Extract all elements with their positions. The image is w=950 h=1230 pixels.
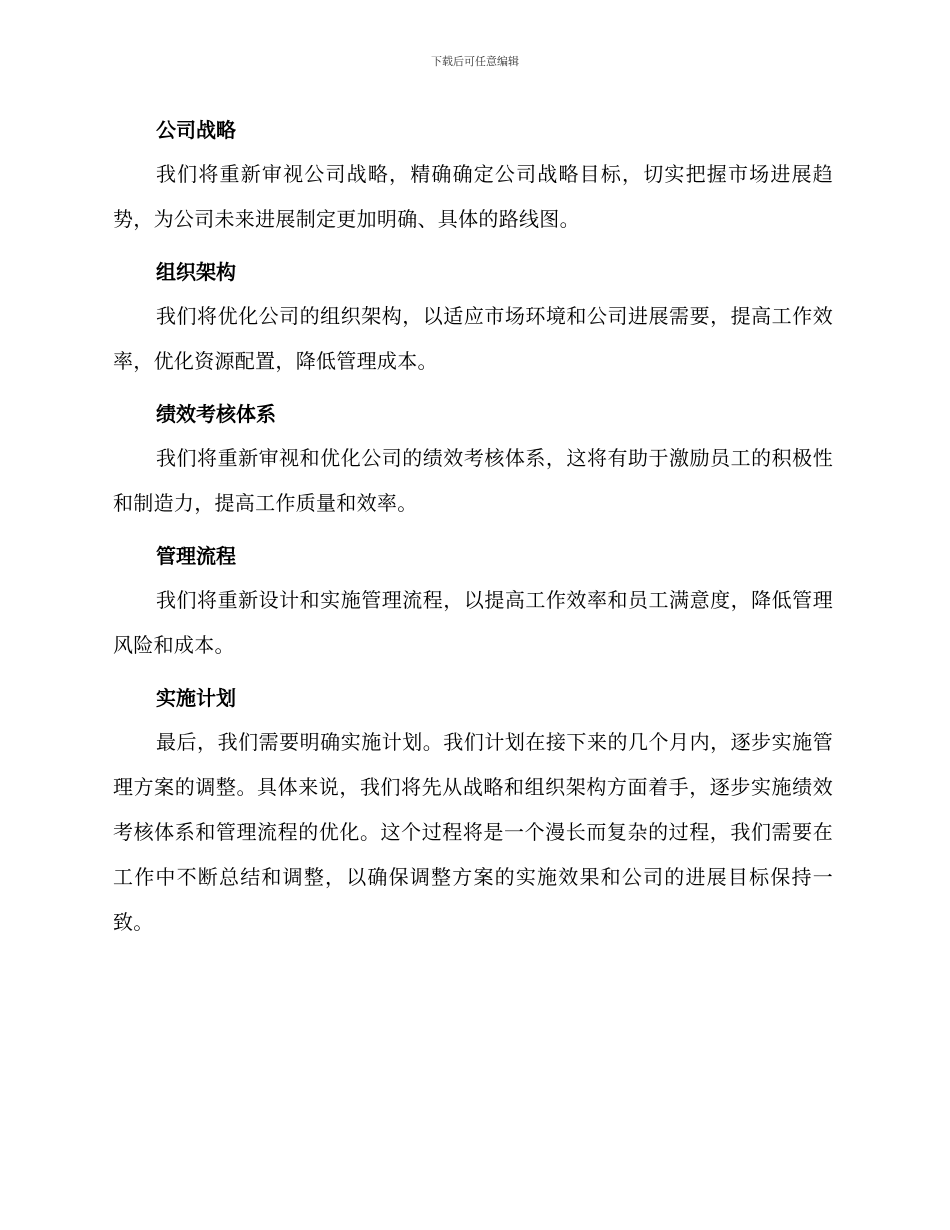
section-implementation-plan [113,676,833,945]
document-body [113,108,833,953]
section-org-structure [113,250,833,384]
section-company-strategy [113,108,833,242]
section-paragraph: 我们将重新审视公司战略，精确确定公司战略目标，切实把握市场进展趋势，为公司未来进展制定更加明确、具体的路线图。 [113,162,833,231]
section-heading: 公司战略 [156,118,236,142]
section-management-process [113,534,833,668]
section-paragraph: 最后，我们需要明确实施计划。我们计划在接下来的几个月内，逐步实施管理方案的调整。具体来说，我们将先从战略和组织架构方面着手，逐步实施绩效考核体系和管理流程的优化。这个过程将是一个漫长而复杂的过程，我们需要在工作中不断总结和调整，以确保调整方案的实施效果和公司的进展目标保持一致。 [113,730,833,934]
section-heading: 绩效考核体系 [156,402,276,426]
section-paragraph: 我们将重新设计和实施管理流程，以提高工作效率和员工满意度，降低管理风险和成本。 [113,588,833,657]
page-header-note: 下载后可任意编辑 [431,55,519,68]
section-heading: 组织架构 [156,260,236,284]
section-paragraph: 我们将重新审视和优化公司的绩效考核体系，这将有助于激励员工的积极性和制造力，提高工作质量和效率。 [113,446,833,515]
section-paragraph: 我们将优化公司的组织架构，以适应市场环境和公司进展需要，提高工作效率，优化资源配置，降低管理成本。 [113,304,833,373]
section-heading: 实施计划 [156,686,236,710]
section-performance-system [113,392,833,526]
section-heading: 管理流程 [156,544,236,568]
